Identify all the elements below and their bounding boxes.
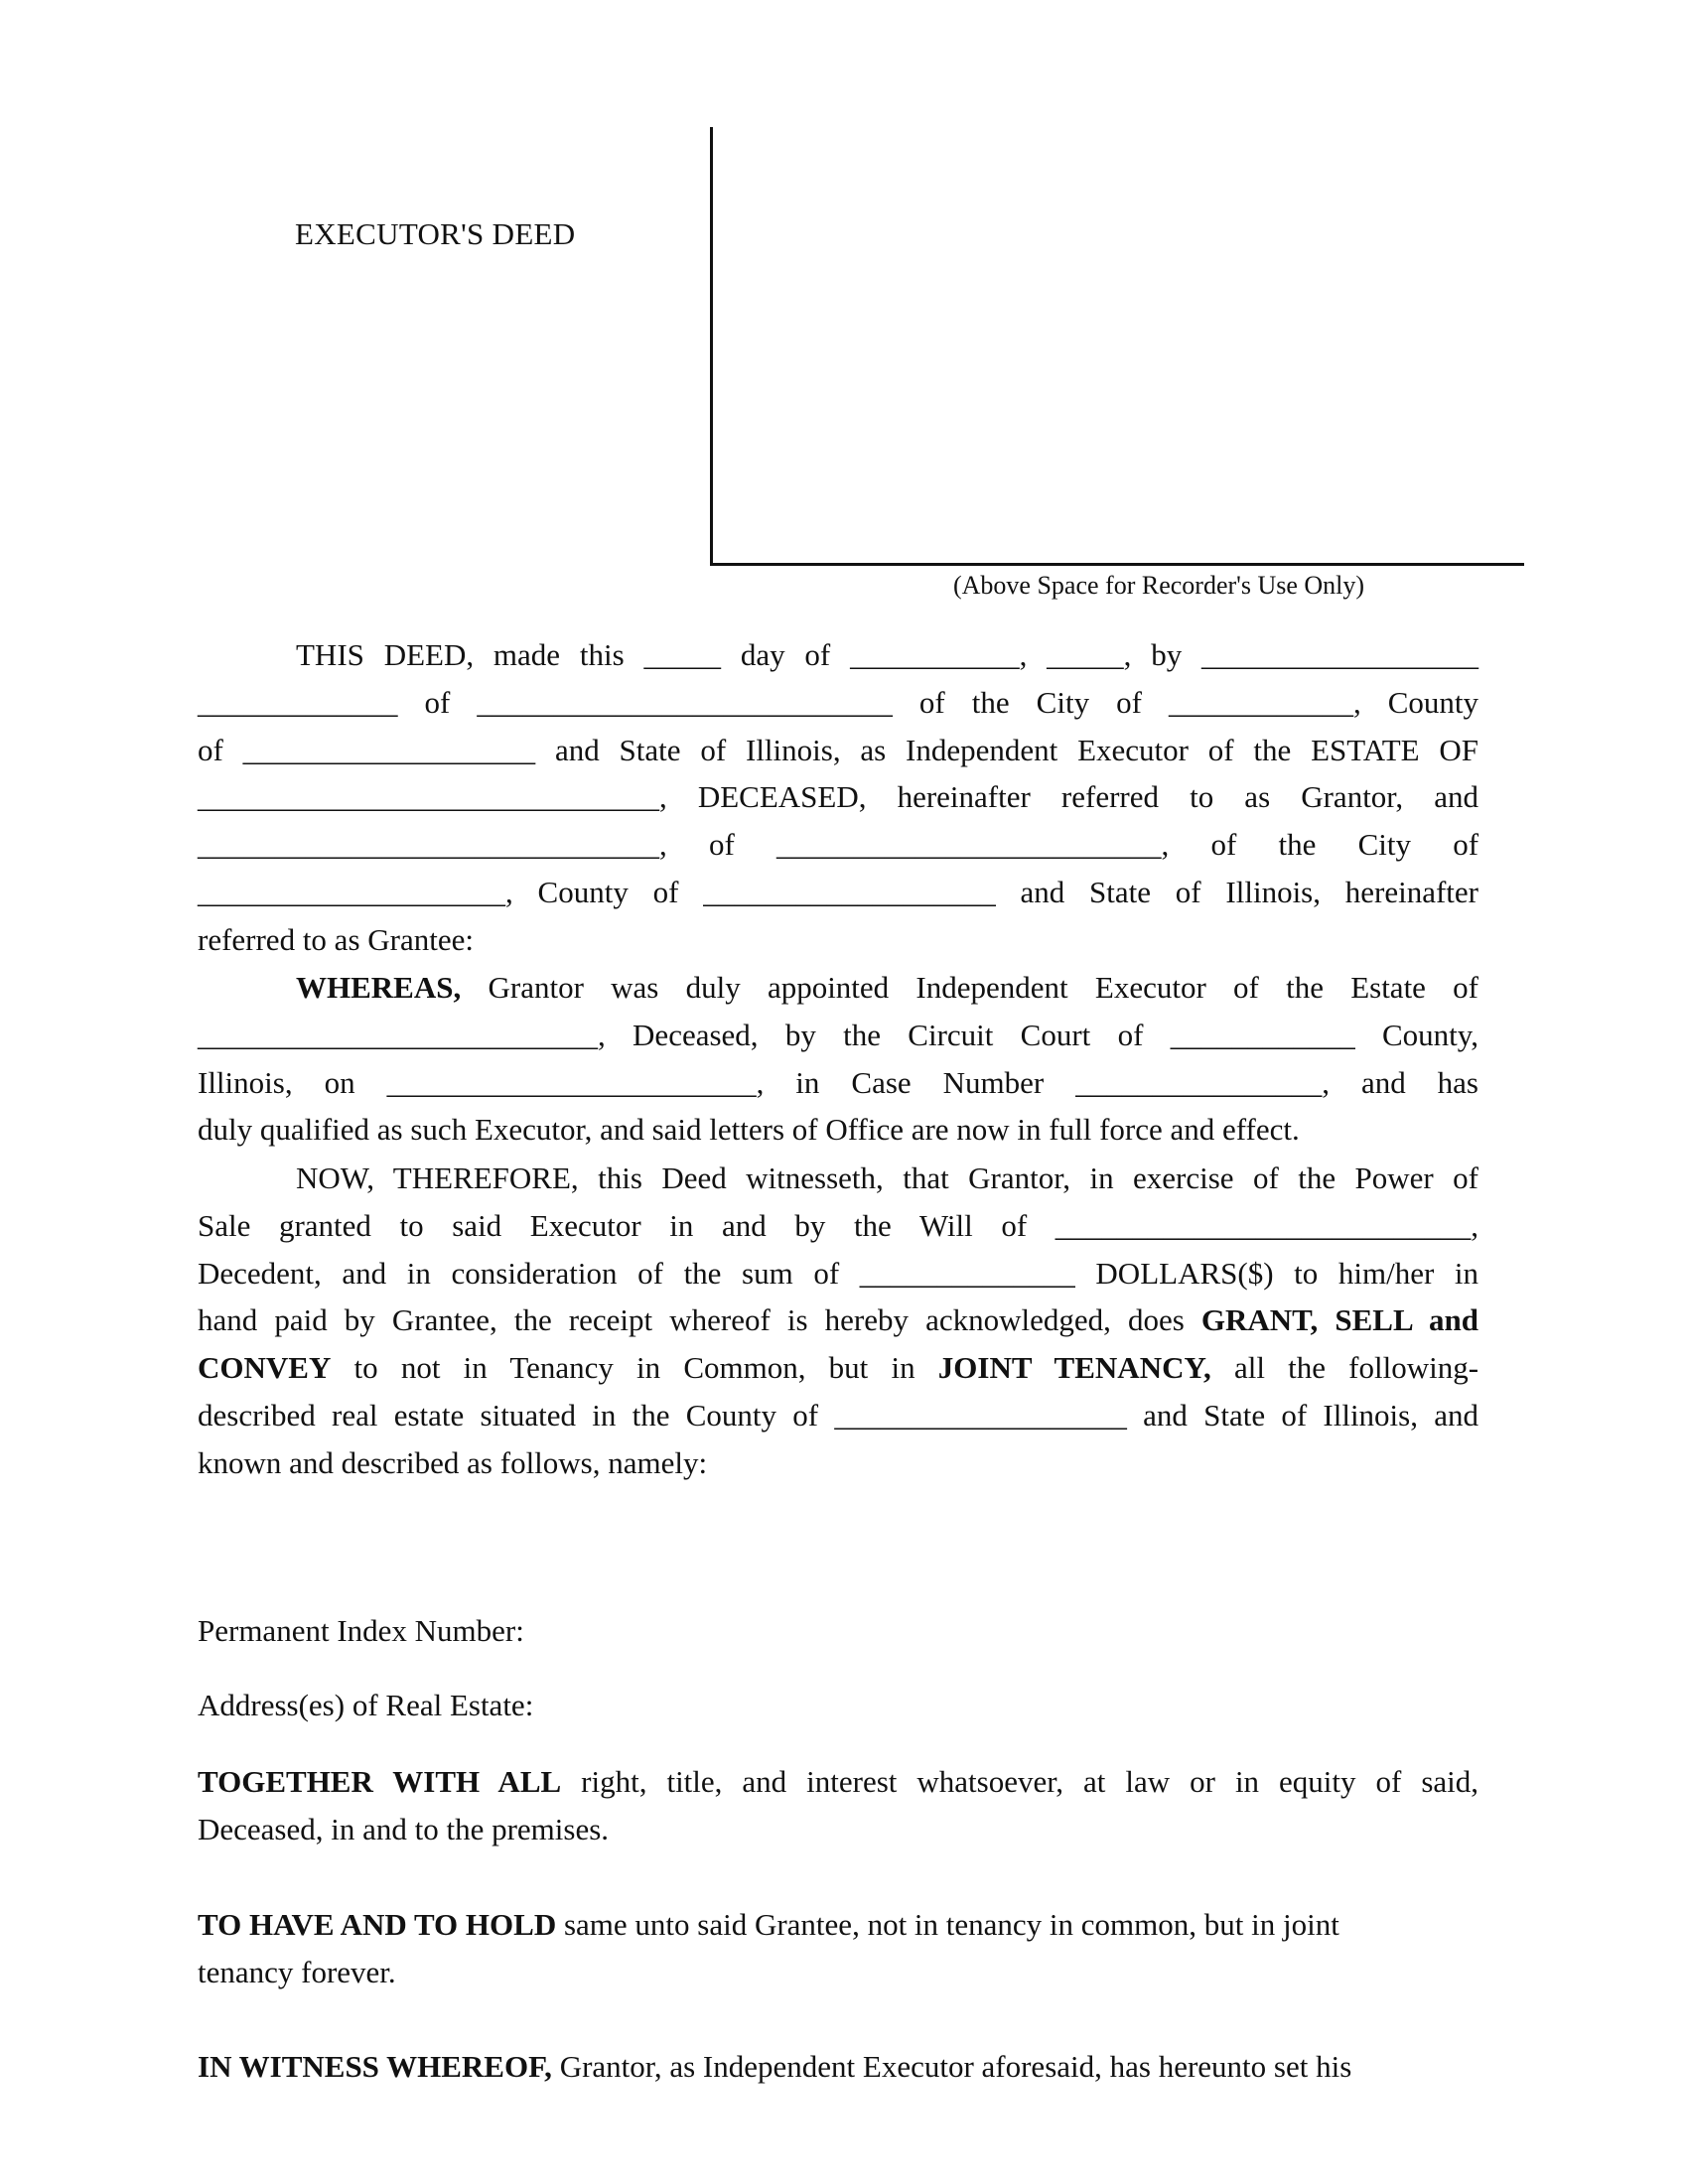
text-line: known and described as follows, namely: xyxy=(198,1444,708,1480)
text-line: tenancy forever. xyxy=(198,1954,396,1989)
text-line: WHEREAS, Grantor was duly appointed Independent Executor of the Estate of xyxy=(296,970,1479,1005)
recorder-use-box xyxy=(710,127,1524,566)
text-line: referred to as Grantee: xyxy=(198,921,474,957)
witness-bold: IN WITNESS WHEREOF, xyxy=(198,2049,552,2084)
paragraph-witness xyxy=(198,2043,1478,2091)
text-line: CONVEY to not in Tenancy in Common, but in JOINT TENANCY, all the following- xyxy=(198,1350,1479,1386)
paragraph-together-with-all xyxy=(198,1758,1478,1853)
convey-bold: CONVEY xyxy=(198,1350,332,1386)
text-line: _____________ of ___________________________ of the City of ____________, County xyxy=(198,684,1479,720)
address-label: Address(es) of Real Estate: xyxy=(198,1688,534,1722)
recorder-caption: (Above Space for Recorder's Use Only) xyxy=(953,571,1365,600)
text-line: ______________________________, DECEASED, hereinafter referred to as Grantor, and xyxy=(198,779,1478,815)
joint-tenancy-bold: JOINT TENANCY, xyxy=(937,1350,1211,1386)
text-line: Deceased, in and to the premises. xyxy=(198,1811,610,1846)
document-title: EXECUTOR'S DEED xyxy=(295,216,576,251)
together-bold: TOGETHER WITH ALL xyxy=(198,1764,562,1799)
text-line: NOW, THEREFORE, this Deed witnesseth, that Grantor, in exercise of the Power of xyxy=(296,1160,1478,1195)
habendum-bold: TO HAVE AND TO HOLD xyxy=(198,1907,557,1942)
text-line: __________________________, Deceased, by the Circuit Court of ____________ County, xyxy=(198,1017,1479,1052)
text-line: described real estate situated in the County of ___________________ and State of Illinois, and xyxy=(198,1397,1478,1433)
text-line: duly qualified as such Executor, and said letters of Office are now in full force and effect. xyxy=(198,1112,1300,1148)
text-line: THIS DEED, made this _____ day of ___________, _____, by __________________ xyxy=(296,637,1479,672)
text-line: TO HAVE AND TO HOLD same unto said Grantee, not in tenancy in common, but in joint xyxy=(198,1907,1339,1942)
paragraph-deed-intro xyxy=(198,631,1478,964)
grant-sell-bold: GRANT, SELL and xyxy=(1200,1302,1478,1338)
paragraph-now-therefore xyxy=(198,1155,1478,1487)
text-line: Sale granted to said Executor in and by the Will of ___________________________, xyxy=(198,1207,1478,1243)
pin-label: Permanent Index Number: xyxy=(198,1613,524,1648)
text-line: of ___________________ and State of Illinois, as Independent Executor of the ESTATE OF xyxy=(198,732,1479,767)
text-line: ____________________, County of ___________________ and State of Illinois, hereinafter xyxy=(198,874,1479,909)
text-line: hand paid by Grantee, the receipt whereof is hereby acknowledged, does GRANT, SELL and xyxy=(198,1302,1478,1338)
paragraph-habendum xyxy=(198,1901,1478,1996)
whereas-bold: WHEREAS, xyxy=(296,970,462,1005)
text-line: TOGETHER WITH ALL right, title, and interest whatsoever, at law or in equity of said, xyxy=(198,1764,1479,1799)
text-line: IN WITNESS WHEREOF, Grantor, as Independent Executor aforesaid, has hereunto set his xyxy=(198,2049,1352,2084)
text-line: Decedent, and in consideration of the sum of ______________ DOLLARS($) to him/her in xyxy=(198,1255,1479,1291)
text-line: Illinois, on ________________________, in Case Number ________________, and has xyxy=(198,1064,1479,1100)
paragraph-whereas xyxy=(198,964,1478,1154)
text-line: ______________________________, of _________________________, of the City of xyxy=(198,827,1479,863)
